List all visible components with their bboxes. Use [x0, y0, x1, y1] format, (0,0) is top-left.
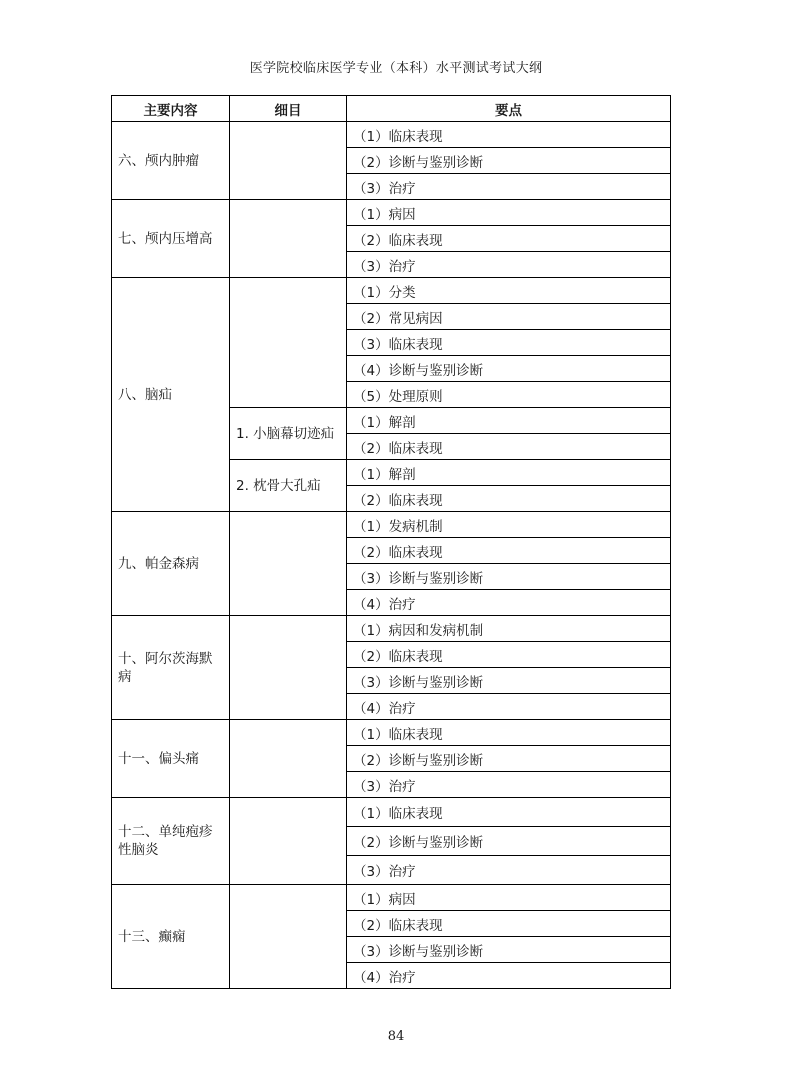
key-point-cell: （2）临床表现 [347, 911, 671, 937]
detail-cell: 2. 枕骨大孔疝 [230, 460, 347, 512]
page-header: 医学院校临床医学专业（本科）水平测试考试大纲 [249, 61, 543, 76]
column-header-key-points: 要点 [347, 96, 671, 122]
syllabus-table [111, 95, 671, 989]
table-row [112, 798, 671, 827]
table-row [112, 720, 671, 746]
key-point-cell: （5）处理原则 [347, 382, 671, 408]
topic-cell: 九、帕金森病 [112, 512, 230, 616]
key-point-cell: （3）临床表现 [347, 330, 671, 356]
key-point-cell: （4）治疗 [347, 694, 671, 720]
key-point-cell: （2）常见病因 [347, 304, 671, 330]
table-body [112, 122, 671, 989]
topic-cell: 七、颅内压增高 [112, 200, 230, 278]
key-point-cell: （3）诊断与鉴别诊断 [347, 564, 671, 590]
detail-cell [230, 122, 347, 200]
detail-cell: 1. 小脑幕切迹疝 [230, 408, 347, 460]
detail-cell [230, 616, 347, 720]
key-point-cell: （1）解剖 [347, 408, 671, 434]
key-point-cell: （1）病因和发病机制 [347, 616, 671, 642]
detail-cell [230, 720, 347, 798]
key-point-cell: （1）解剖 [347, 460, 671, 486]
key-point-cell: （2）临床表现 [347, 226, 671, 252]
detail-cell [230, 278, 347, 408]
key-point-cell: （4）诊断与鉴别诊断 [347, 356, 671, 382]
key-point-cell: （4）治疗 [347, 590, 671, 616]
key-point-cell: （3）治疗 [347, 856, 671, 885]
key-point-cell: （2）临床表现 [347, 538, 671, 564]
table-row [112, 200, 671, 226]
key-point-cell: （2）临床表现 [347, 486, 671, 512]
detail-cell [230, 885, 347, 989]
table-header-row [112, 96, 671, 122]
key-point-cell: （4）治疗 [347, 963, 671, 989]
key-point-cell: （3）诊断与鉴别诊断 [347, 937, 671, 963]
key-point-cell: （2）临床表现 [347, 642, 671, 668]
table-row [112, 278, 671, 304]
key-point-cell: （2）诊断与鉴别诊断 [347, 827, 671, 856]
key-point-cell: （2）诊断与鉴别诊断 [347, 746, 671, 772]
key-point-cell: （1）发病机制 [347, 512, 671, 538]
key-point-cell: （1）临床表现 [347, 798, 671, 827]
key-point-cell: （2）临床表现 [347, 434, 671, 460]
key-point-cell: （3）治疗 [347, 772, 671, 798]
detail-cell [230, 200, 347, 278]
page-number: 84 [387, 1029, 405, 1044]
topic-cell: 八、脑疝 [112, 278, 230, 512]
detail-cell [230, 798, 347, 885]
table-row [112, 122, 671, 148]
key-point-cell: （3）治疗 [347, 174, 671, 200]
key-point-cell: （3）治疗 [347, 252, 671, 278]
table-row [112, 512, 671, 538]
topic-cell: 六、颅内肿瘤 [112, 122, 230, 200]
key-point-cell: （1）病因 [347, 885, 671, 911]
key-point-cell: （1）病因 [347, 200, 671, 226]
column-header-main-content: 主要内容 [112, 96, 230, 122]
detail-cell [230, 512, 347, 616]
table-row [112, 616, 671, 642]
topic-cell: 十三、癫痫 [112, 885, 230, 989]
topic-cell: 十、阿尔茨海默病 [112, 616, 230, 720]
topic-cell: 十一、偏头痛 [112, 720, 230, 798]
key-point-cell: （1）临床表现 [347, 122, 671, 148]
key-point-cell: （2）诊断与鉴别诊断 [347, 148, 671, 174]
key-point-cell: （1）临床表现 [347, 720, 671, 746]
topic-cell: 十二、单纯疱疹性脑炎 [112, 798, 230, 885]
table-row [112, 885, 671, 911]
key-point-cell: （1）分类 [347, 278, 671, 304]
key-point-cell: （3）诊断与鉴别诊断 [347, 668, 671, 694]
column-header-details: 细目 [230, 96, 347, 122]
